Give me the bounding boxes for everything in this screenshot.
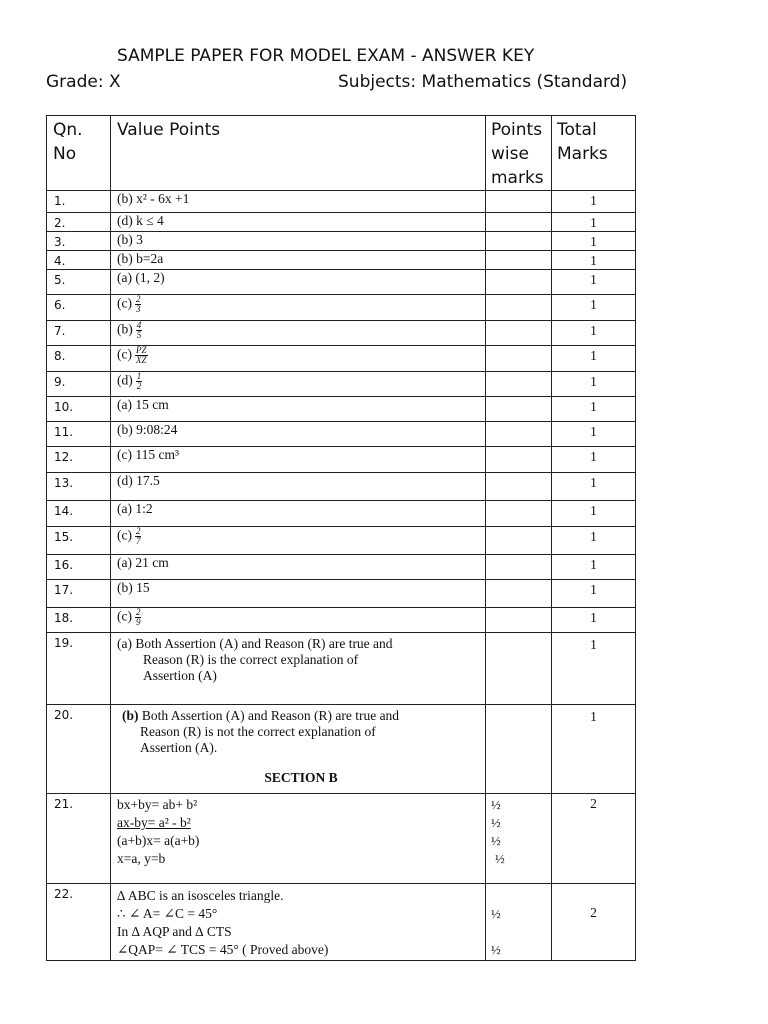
points-cell xyxy=(486,295,552,321)
fraction xyxy=(135,295,142,314)
answer-cell xyxy=(111,527,486,555)
answer-text: (a) 15 cm xyxy=(117,397,169,412)
points-cell xyxy=(486,473,552,501)
answer-text: (d) 17.5 xyxy=(117,473,160,488)
question-number: 17. xyxy=(47,580,111,608)
table-row xyxy=(47,270,636,295)
answer-line: Reason (R) is not the correct explanation of xyxy=(140,724,376,739)
answer-cell xyxy=(111,580,486,608)
points-cell xyxy=(486,213,552,232)
total-marks-cell: 1 xyxy=(552,295,636,321)
fraction xyxy=(135,608,142,627)
total-marks-cell: 1 xyxy=(552,422,636,447)
answer-cell xyxy=(111,372,486,397)
points-cell xyxy=(486,397,552,422)
points-cell xyxy=(486,501,552,527)
table-row xyxy=(47,191,636,213)
answer-cell xyxy=(111,633,486,705)
answer-line: ax-by= a² - b² xyxy=(117,815,191,830)
question-number: 6. xyxy=(47,295,111,321)
answer-key-table xyxy=(46,115,636,961)
fraction-numerator: 2 xyxy=(135,294,141,304)
question-number: 4. xyxy=(47,251,111,270)
header-qn-no: Qn. No xyxy=(47,116,111,191)
answer-cell xyxy=(111,213,486,232)
fraction-numerator: 4 xyxy=(136,320,142,330)
answer-line: Reason (R) is the correct explanation of xyxy=(143,652,359,667)
points-cell xyxy=(486,447,552,473)
fraction xyxy=(136,321,143,340)
points-cell xyxy=(486,321,552,346)
points-cell xyxy=(486,527,552,555)
answer-cell xyxy=(111,191,486,213)
question-number: 18. xyxy=(47,608,111,633)
table-row-q20 xyxy=(47,705,636,794)
question-number: 14. xyxy=(47,501,111,527)
point-mark: ½ xyxy=(491,906,501,921)
fraction-numerator: 1 xyxy=(136,371,142,381)
points-cell xyxy=(486,372,552,397)
points-cell xyxy=(486,633,552,705)
fraction xyxy=(136,372,143,391)
fraction-denominator: 5 xyxy=(136,330,142,340)
table-row xyxy=(47,213,636,232)
answer-text: (c) xyxy=(117,608,132,624)
point-mark: ½ xyxy=(491,833,501,848)
point-mark xyxy=(491,923,551,941)
total-marks-cell: 1 xyxy=(552,555,636,580)
total-marks-cell: 1 xyxy=(552,191,636,213)
answer-cell xyxy=(111,705,486,794)
question-number: 3. xyxy=(47,232,111,251)
total-marks-cell: 1 xyxy=(552,321,636,346)
answer-text: (b) b=2a xyxy=(117,251,164,266)
question-number: 13. xyxy=(47,473,111,501)
subjects-label: Subjects: Mathematics (Standard) xyxy=(338,72,628,92)
answer-text: (b) 3 xyxy=(117,232,143,247)
total-marks-cell: 1 xyxy=(552,580,636,608)
table-row-q22 xyxy=(47,884,636,961)
fraction-denominator: 2 xyxy=(136,381,142,391)
point-mark: ½ xyxy=(491,797,501,812)
points-cell xyxy=(486,555,552,580)
table-row xyxy=(47,501,636,527)
answer-text: (a) 21 cm xyxy=(117,555,169,570)
answer-cell xyxy=(111,232,486,251)
answer-line: Assertion (A) xyxy=(143,668,217,683)
question-number: 16. xyxy=(47,555,111,580)
answer-text: (a) (1, 2) xyxy=(117,270,165,285)
answer-line: ∆ ABC is an isosceles triangle. xyxy=(117,888,284,903)
question-number: 8. xyxy=(47,346,111,372)
question-number: 21. xyxy=(47,794,111,884)
answer-cell xyxy=(111,321,486,346)
fraction-numerator: 2 xyxy=(135,526,141,536)
fraction xyxy=(135,346,148,365)
answer-text: (b) xyxy=(117,321,133,337)
answer-line: ∠QAP= ∠ TCS = 45° ( Proved above) xyxy=(117,942,329,957)
points-cell xyxy=(486,608,552,633)
table-row xyxy=(47,447,636,473)
answer-cell xyxy=(111,422,486,447)
header-points-wise-marks: Points wise marks xyxy=(486,116,552,191)
answer-cell xyxy=(111,447,486,473)
answer-cell xyxy=(111,397,486,422)
document-title: SAMPLE PAPER FOR MODEL EXAM - ANSWER KEY xyxy=(117,46,535,66)
answer-cell xyxy=(111,884,486,961)
table-row xyxy=(47,346,636,372)
fraction-numerator: 2 xyxy=(135,607,141,617)
fraction-denominator: 7 xyxy=(135,536,141,546)
fraction-denominator: 9 xyxy=(135,617,141,627)
fraction-numerator: PZ xyxy=(135,345,147,355)
points-cell xyxy=(486,191,552,213)
total-marks-cell: 1 xyxy=(552,346,636,372)
total-marks-cell: 1 xyxy=(552,213,636,232)
answer-line: In ∆ AQP and ∆ CTS xyxy=(117,924,232,939)
total-marks-cell: 1 xyxy=(552,232,636,251)
table-row xyxy=(47,295,636,321)
total-marks-cell: 1 xyxy=(552,608,636,633)
fraction-denominator: 3 xyxy=(135,304,141,314)
table-row xyxy=(47,555,636,580)
answer-line: Both Assertion (A) and Reason (R) are true and xyxy=(141,708,400,723)
header-total-marks: Total Marks xyxy=(552,116,636,191)
header-value-points: Value Points xyxy=(111,116,486,191)
question-number: 1. xyxy=(47,191,111,213)
total-marks-cell: 1 xyxy=(552,447,636,473)
question-number: 7. xyxy=(47,321,111,346)
answer-cell xyxy=(111,270,486,295)
points-cell xyxy=(486,794,552,884)
question-number: 5. xyxy=(47,270,111,295)
grade-label: Grade: X xyxy=(46,72,121,92)
table-row-q19 xyxy=(47,633,636,705)
total-marks-cell: 1 xyxy=(552,705,636,794)
total-marks-cell: 1 xyxy=(552,397,636,422)
table-row xyxy=(47,580,636,608)
question-number: 20. xyxy=(47,705,111,794)
answer-cell xyxy=(111,473,486,501)
point-mark xyxy=(491,887,551,905)
table-row xyxy=(47,232,636,251)
table-row-q21 xyxy=(47,794,636,884)
question-number: 19. xyxy=(47,633,111,705)
answer-line: bx+by= ab+ b² xyxy=(117,797,198,812)
point-mark: ½ xyxy=(491,815,501,830)
answer-text: (c) xyxy=(117,295,132,311)
point-mark: ½ xyxy=(491,942,501,957)
total-marks-cell: 2 xyxy=(552,884,636,961)
points-cell xyxy=(486,422,552,447)
total-marks-cell: 2 xyxy=(552,794,636,884)
total-marks-cell: 1 xyxy=(552,501,636,527)
answer-cell xyxy=(111,608,486,633)
question-number: 12. xyxy=(47,447,111,473)
question-number: 9. xyxy=(47,372,111,397)
question-number: 22. xyxy=(47,884,111,961)
answer-text: (b) x² - 6x +1 xyxy=(117,191,190,206)
total-marks-cell: 1 xyxy=(552,372,636,397)
answer-text: (c) xyxy=(117,527,132,543)
answer-text: (d) k ≤ 4 xyxy=(117,213,164,228)
points-cell xyxy=(486,580,552,608)
answer-text: (c) xyxy=(117,346,132,362)
table-row xyxy=(47,321,636,346)
question-number: 2. xyxy=(47,213,111,232)
answer-text: (b) 15 xyxy=(117,580,150,595)
total-marks-cell: 1 xyxy=(552,251,636,270)
points-cell xyxy=(486,346,552,372)
points-cell xyxy=(486,251,552,270)
table-row xyxy=(47,608,636,633)
section-heading: SECTION B xyxy=(264,770,338,785)
answer-cell xyxy=(111,346,486,372)
answer-text: (a) 1:2 xyxy=(117,501,153,516)
table-row xyxy=(47,372,636,397)
answer-text: (b) 9:08:24 xyxy=(117,422,178,437)
fraction xyxy=(135,527,142,546)
points-cell xyxy=(486,705,552,794)
answer-option: (b) xyxy=(122,708,139,723)
points-cell xyxy=(486,884,552,961)
table-row xyxy=(47,251,636,270)
fraction-denominator: XZ xyxy=(135,355,147,365)
table-header-row xyxy=(47,116,636,191)
answer-line: ∴ ∠ A= ∠C = 45° xyxy=(117,906,218,921)
answer-cell xyxy=(111,794,486,884)
total-marks-cell: 1 xyxy=(552,633,636,705)
answer-cell xyxy=(111,295,486,321)
answer-line: Assertion (A). xyxy=(140,740,218,755)
answer-line: (a+b)x= a(a+b) xyxy=(117,833,200,848)
answer-text: (d) xyxy=(117,372,133,388)
table-row xyxy=(47,473,636,501)
points-cell xyxy=(486,270,552,295)
answer-cell xyxy=(111,555,486,580)
answer-cell xyxy=(111,501,486,527)
total-marks-cell: 1 xyxy=(552,270,636,295)
answer-cell xyxy=(111,251,486,270)
question-number: 10. xyxy=(47,397,111,422)
total-marks-cell: 1 xyxy=(552,473,636,501)
question-number: 11. xyxy=(47,422,111,447)
question-number: 15. xyxy=(47,527,111,555)
answer-text: (c) 115 cm³ xyxy=(117,447,180,462)
table-row xyxy=(47,397,636,422)
points-cell xyxy=(486,232,552,251)
point-mark: ½ xyxy=(495,851,505,866)
total-marks-cell: 1 xyxy=(552,527,636,555)
answer-line: x=a, y=b xyxy=(117,851,166,866)
answer-line: (a) Both Assertion (A) and Reason (R) are true and xyxy=(117,636,393,651)
table-row xyxy=(47,527,636,555)
table-row xyxy=(47,422,636,447)
